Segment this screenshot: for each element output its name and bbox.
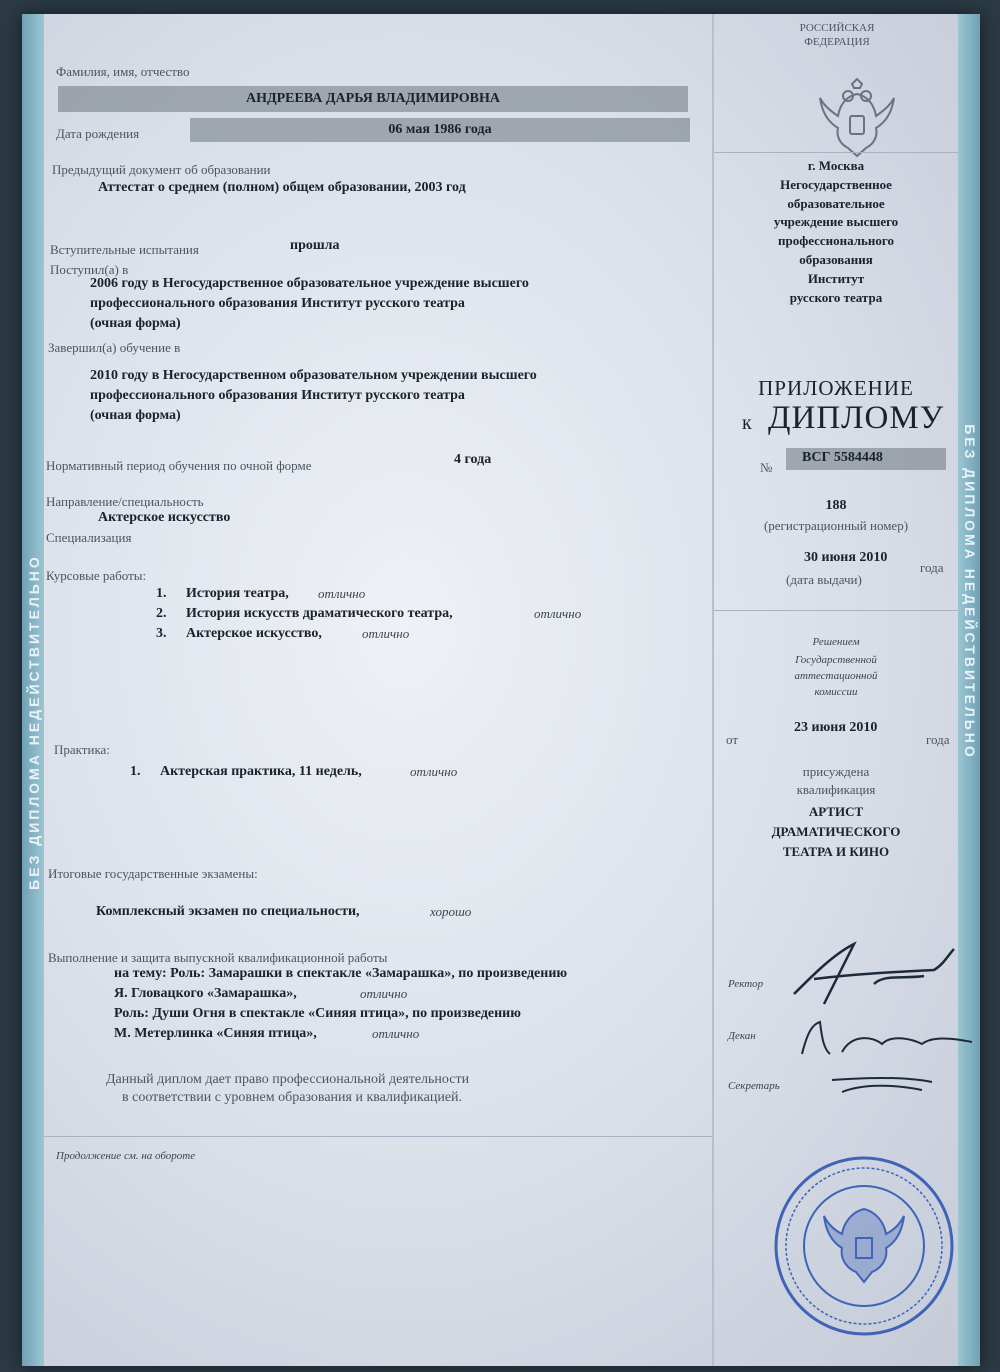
name-label: Фамилия, имя, отчество — [56, 64, 190, 79]
completed-label: Завершил(а) обучение в — [48, 340, 181, 355]
completed-line1: 2010 году в Негосударственном образовательном учреждении высшего — [90, 368, 537, 383]
rector-signature — [774, 934, 974, 1014]
specialization-label: Специализация — [46, 530, 132, 545]
institution-line-8: русского театра — [789, 290, 883, 305]
institution-line-6: образования — [799, 252, 873, 267]
coursework-title-1: История театра, — [186, 586, 289, 601]
number-sign: № — [760, 460, 773, 475]
rector-label: Ректор — [728, 978, 764, 990]
coursework-num-3: 3. — [156, 626, 167, 641]
coursework-num-1: 1. — [156, 586, 167, 601]
coursework-title-2: История искусств драматического театра, — [186, 606, 453, 621]
institution-line-4: учреждение высшего — [773, 214, 899, 229]
dob-value: 06 мая 1986 года — [388, 122, 492, 137]
institution-line-1: г. Москва — [807, 158, 865, 173]
left-border-text: БЕЗ ДИПЛОМА НЕДЕЙСТВИТЕЛЬНО — [26, 554, 42, 890]
institution-line-2: Негосударственное — [780, 177, 892, 192]
continued-note: Продолжение см. на обороте — [56, 1150, 196, 1162]
name-value: АНДРЕЕВА ДАРЬЯ ВЛАДИМИРОВНА — [245, 91, 500, 106]
official-seal-icon — [772, 1154, 957, 1339]
admitted-line2: профессионального образования Институт русского театра — [90, 296, 465, 311]
decision-line-3: аттестационной — [794, 670, 878, 682]
appendix-diploma-word: ДИПЛОМУ — [768, 400, 945, 436]
decision-from: от — [726, 732, 739, 747]
diploma-number: ВСГ 5584448 — [802, 450, 883, 465]
exams-grade: хорошо — [430, 904, 472, 919]
thesis-line3: Роль: Души Огня в спектакле «Синяя птица», по произведению — [114, 1006, 521, 1021]
appendix-prefix: к — [742, 412, 752, 434]
left-security-border — [22, 14, 44, 1366]
issue-date-suffix: года — [920, 560, 944, 575]
appendix-title: ПРИЛОЖЕНИЕ — [758, 376, 914, 400]
qualification-line-3: ТЕАТРА И КИНО — [782, 844, 890, 859]
coursework-num-2: 2. — [156, 606, 167, 621]
thesis-grade2: отлично — [372, 1026, 420, 1041]
decision-line-1: Решением — [812, 636, 860, 648]
bottom-rule — [44, 1136, 712, 1137]
decision-line-4: комиссии — [814, 686, 858, 698]
practice-label: Практика: — [54, 742, 110, 757]
institution-line-5: профессионального — [777, 233, 895, 248]
country-line1: РОССИЙСКАЯ — [799, 22, 875, 34]
completed-line3: (очная форма) — [90, 408, 181, 423]
reg-number: 188 — [825, 498, 847, 513]
completed-line2: профессионального образования Институт русского театра — [90, 388, 465, 403]
period-label: Нормативный период обучения по очной форме — [46, 458, 312, 473]
qualification-label: квалификация — [796, 782, 876, 797]
admitted-line1: 2006 году в Негосударственное образовательное учреждение высшего — [90, 276, 529, 291]
thesis-label: Выполнение и защита выпускной квалификационной работы — [48, 950, 388, 965]
dob-label: Дата рождения — [56, 126, 140, 141]
qualification-line-1: АРТИСТ — [808, 804, 864, 819]
thesis-grade1: отлично — [360, 986, 408, 1001]
admitted-label: Поступил(а) в — [50, 262, 129, 277]
exams-title: Комплексный экзамен по специальности, — [96, 904, 360, 919]
exams-label: Итоговые государственные экзамены: — [48, 866, 258, 881]
thesis-line2: Я. Гловацкого «Замарашка», — [114, 986, 297, 1001]
admitted-line3: (очная форма) — [90, 316, 181, 331]
issue-date: 30 июня 2010 — [804, 550, 888, 565]
institution-line-3: образовательное — [787, 196, 885, 211]
institution-line-7: Институт — [807, 271, 865, 286]
decision-line-2: Государственной — [795, 654, 877, 666]
right-border-text: БЕЗ ДИПЛОМА НЕДЕЙСТВИТЕЛЬНО — [962, 424, 978, 760]
practice-num: 1. — [130, 764, 141, 779]
direction-value: Актерское искусство — [98, 510, 231, 525]
dean-signature — [792, 1014, 982, 1064]
awarded-label: присуждена — [802, 764, 870, 779]
reg-number-label: (регистрационный номер) — [763, 518, 909, 533]
prev-doc-value: Аттестат о среднем (полном) общем образовании, 2003 год — [98, 180, 466, 195]
rights-line2: в соответствии с уровнем образования и квалификацией. — [122, 1090, 463, 1105]
decision-date-suffix: года — [926, 732, 950, 747]
right-security-border — [958, 14, 980, 1366]
crest-rule — [714, 152, 958, 153]
coursework-grade-1: отлично — [318, 586, 366, 601]
country-line2: ФЕДЕРАЦИЯ — [804, 36, 870, 48]
period-value: 4 года — [454, 452, 492, 467]
coursework-title-3: Актерское искусство, — [186, 626, 322, 641]
entrance-label: Вступительные испытания — [50, 242, 199, 257]
prev-doc-label: Предыдущий документ об образовании — [52, 162, 271, 177]
secretary-signature — [822, 1070, 942, 1100]
qualification-line-2: ДРАМАТИЧЕСКОГО — [771, 824, 901, 839]
practice-title: Актерская практика, 11 недель, — [160, 764, 362, 779]
practice-grade: отлично — [410, 764, 458, 779]
diploma-supplement-sheet — [22, 14, 980, 1366]
rights-line1: Данный диплом дает право профессиональной деятельности — [106, 1072, 470, 1087]
secretary-label: Секретарь — [728, 1080, 780, 1092]
coursework-grade-3: отлично — [362, 626, 410, 641]
direction-label: Направление/специальность — [46, 494, 204, 509]
mid-rule — [714, 610, 958, 611]
coursework-label: Курсовые работы: — [46, 568, 147, 583]
coursework-grade-2: отлично — [534, 606, 582, 621]
issue-date-label: (дата выдачи) — [786, 572, 862, 587]
thesis-line4: М. Метерлинка «Синяя птица», — [114, 1026, 317, 1041]
decision-date: 23 июня 2010 — [794, 720, 878, 735]
thesis-line1: на тему: Роль: Замарашки в спектакле «Замарашка», по произведению — [114, 966, 568, 981]
dean-label: Декан — [728, 1030, 756, 1042]
entrance-value: прошла — [290, 238, 340, 253]
